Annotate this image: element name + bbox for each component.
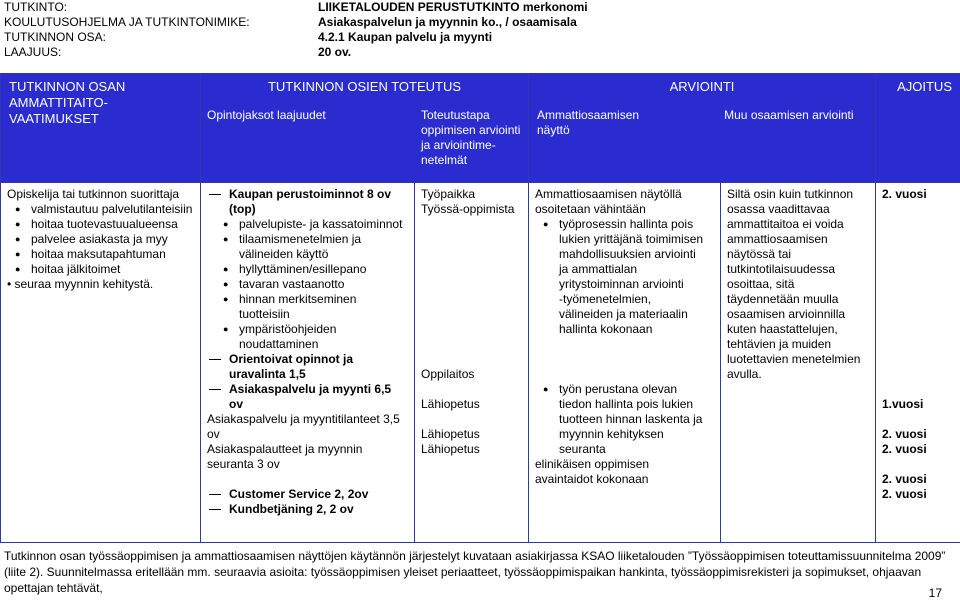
list-item: ● hoitaa tuotevastuualueensa	[7, 217, 194, 232]
list-item: ● työn perustana olevan tiedon hallinta pois lukien tuotteen hinnan laskenta ja myynnin kehityksen seuranta	[535, 382, 706, 457]
header-label: TUTKINNON OSA:	[4, 30, 250, 45]
demo-outro: elinikäisen oppimisen avaintaidot kokonaan	[535, 457, 706, 487]
demo-item-2: -työmenetelmien, välineiden ja materiaalin hallinta kokonaan	[535, 292, 706, 337]
demo-list	[535, 217, 706, 292]
timing-value: 2. vuosi	[882, 472, 954, 487]
document-header-labels	[4, 0, 250, 60]
method-subheader: Toteutustapa oppimisen arviointi ja arviointime-netelmät	[421, 108, 521, 168]
list-item: ● palvelee asiakasta ja myy	[7, 232, 194, 247]
content-subheader: Opintojaksot laajuudet	[201, 108, 421, 168]
course-title: Kundbetjäning 2, 2 ov	[207, 502, 408, 517]
header-value: 4.2.1 Kaupan palvelu ja myynti	[318, 30, 588, 45]
requirements-intro: Opiskelija tai tutkinnon suorittaja	[7, 187, 194, 202]
document-header-values	[318, 0, 588, 60]
requirements-last: • seuraa myynnin kehitystä.	[7, 277, 194, 292]
list-item: ● tavaran vastaanotto	[215, 277, 408, 292]
method-text: Työpaikka	[421, 187, 522, 202]
list-item: ● hinnan merkitseminen tuotteisiin	[215, 292, 408, 322]
requirements-list	[7, 202, 194, 277]
footer-paragraph: Tutkinnon osan työssäoppimisen ja ammattiosaamisen näyttöjen käytännön järjestelyt kuvataan asiakirjassa KSAO liiketalouden ”Työssäoppimisen toteuttamissuunnitelma 2009” (liite 2). Suunnitelmassa eritellään mm. seuraavia asioita: työssäoppimisen yleiset periaatteet, työssäoppimispaikan hankinta, työssäoppimisrekisteri ja sopimukset, ohjaavan opettajan tehtävät,	[4, 548, 956, 596]
demo-intro: Ammattiosaamisen näytöllä osoitetaan vähintään	[535, 187, 706, 217]
requirements-title: TUTKINNON OSAN AMMATTITAITO-VAATIMUKSET	[1, 74, 200, 127]
courses-cell	[201, 183, 415, 543]
course-line: Asiakaspalvelu ja myyntitilanteet 3,5 ov	[207, 412, 408, 442]
method-text: Lähiopetus	[421, 427, 522, 442]
other-assessment-text: Siltä osin kuin tutkinnon osassa vaadittavaa ammattitaitoa ei voida ammattiosaamisen näytössä tai tutkintotilaisuudessa osoittaa, sitä täydennetään muulla osaamisen arvioinnilla kuten haastattelujen, tehtävien ja muiden luotettavien menetelmien avulla.	[721, 183, 875, 386]
requirements-cell	[1, 183, 201, 543]
assessment-header-cell	[529, 74, 876, 183]
course-title: Asiakaspalvelu ja myynti 6,5 ov	[207, 382, 408, 412]
list-item: ● hoitaa jälkitoimet	[7, 262, 194, 277]
method-text: Lähiopetus	[421, 397, 522, 412]
list-item: ● hyllyttäminen/esillepano	[215, 262, 408, 277]
header-value: 20 ov.	[318, 45, 588, 60]
list-item: ● valmistautuu palvelutilanteisiin	[7, 202, 194, 217]
list-item: ● ympäristöohjeiden noudattaminen	[215, 322, 408, 352]
method-text: Lähiopetus	[421, 442, 522, 457]
list-item: ● tilaamismenetelmien ja välineiden käyttö	[215, 232, 408, 262]
method-text: Oppilaitos	[421, 367, 522, 382]
other-subheader: Muu osaamisen arviointi	[650, 108, 875, 138]
page-number: 17	[929, 586, 942, 601]
other-assessment-cell	[721, 183, 876, 543]
header-label: LAAJUUS:	[4, 45, 250, 60]
list-item: ● työprosessin hallinta pois lukien yrittäjänä toimimisen mahdollisuuksien arviointi ja ammattialan yritystoiminnan arviointi	[535, 217, 706, 292]
course-item-list	[207, 217, 408, 352]
demo-cell	[529, 183, 721, 543]
timing-header-cell	[876, 74, 960, 183]
timing-value: 1.vuosi	[882, 397, 954, 412]
course-title: Orientoivat opinnot ja uravalinta 1,5	[207, 352, 408, 382]
method-text: Työssä-oppimista	[421, 202, 522, 217]
demo-subheader: Ammattiosaamisen näyttö	[529, 108, 650, 138]
implementation-title: TUTKINNON OSIEN TOTEUTUS	[201, 74, 528, 95]
implementation-header-cell	[201, 74, 529, 183]
course-title: Kaupan perustoiminnot 8 ov (top)	[207, 187, 408, 217]
timing-value: 2. vuosi	[882, 427, 954, 442]
assessment-title: ARVIOINTI	[529, 74, 875, 95]
list-item: ● hoitaa maksutapahtuman	[7, 247, 194, 262]
timing-value: 2. vuosi	[882, 187, 954, 202]
course-line: Asiakaspalautteet ja myynnin seuranta 3 ov	[207, 442, 408, 472]
timing-value: 2. vuosi	[882, 442, 954, 457]
header-value: LIIKETALOUDEN PERUSTUTKINTO merkonomi	[318, 0, 588, 15]
list-item: ● palvelupiste- ja kassatoiminnot	[215, 217, 408, 232]
timing-title: AJOITUS	[876, 74, 960, 95]
header-label: TUTKINTO:	[4, 0, 250, 15]
timing-value: 2. vuosi	[882, 487, 954, 502]
methods-cell	[415, 183, 529, 543]
course-title: Customer Service 2, 2ov	[207, 487, 408, 502]
requirements-header-cell	[1, 74, 201, 183]
timing-cell	[876, 183, 960, 543]
header-value: Asiakaspalvelun ja myynnin ko., / osaamisala	[318, 15, 588, 30]
curriculum-table	[0, 73, 960, 543]
header-label: KOULUTUSOHJELMA JA TUTKINTONIMIKE:	[4, 15, 250, 30]
